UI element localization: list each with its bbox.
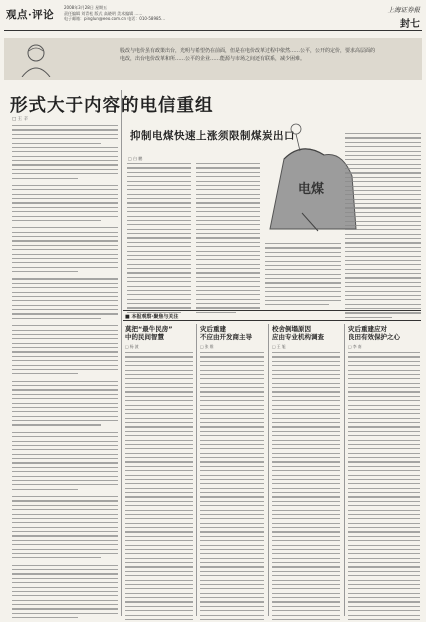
topic-title-line: 中的民间智慧 — [125, 333, 164, 341]
topic-body — [272, 352, 340, 622]
section-title: 观点·评论 — [6, 9, 55, 21]
right-article-body — [345, 133, 421, 321]
editor-credits: 责任编辑 刘青松 版式 高晓明 美术编辑 …… — [64, 10, 143, 16]
topic-title-line: 莫把“最牛民房” — [125, 325, 173, 333]
topic-body — [348, 352, 420, 622]
contact-info: 电子邮箱：pinglun@eeo.com.cn 电话：010-58985… — [64, 16, 166, 21]
cartoon-label: 电煤 — [298, 182, 325, 197]
topic-title-line: 校舍倒塌原因 — [272, 325, 311, 333]
topic-byline: □ 王 旭 — [272, 344, 286, 349]
topic-title-line: 灾后重建 — [200, 325, 226, 333]
mid-article-byline: □ 白 鹏 — [128, 156, 143, 161]
main-headline: 形式大于内容的电信重组 — [10, 96, 214, 116]
topic-title-line: 不应由开发商主导 — [200, 333, 252, 341]
main-byline: □ 王 辛 — [12, 117, 29, 122]
topic-title — [348, 325, 400, 341]
editorial-banner — [4, 38, 422, 80]
topic-body — [125, 352, 193, 622]
column-rule — [196, 324, 197, 616]
page-label: 封七 — [400, 19, 420, 30]
topic-title — [200, 325, 252, 341]
banner-text-line: 股改与电价虽有政策出台，光明与希望仍在前面，但是在电价改革过程中依然……公平，公开的定价，要求高层面的 — [120, 48, 376, 54]
column-rule — [268, 324, 269, 616]
portrait-illustration-icon — [14, 41, 58, 77]
mid-article-body-col3 — [265, 243, 341, 309]
paper-name: 上海证券报 — [387, 6, 420, 14]
topic-body — [200, 352, 264, 622]
masthead — [4, 3, 422, 31]
topic-title-line: 应由专业机构调查 — [272, 333, 324, 341]
column-rule — [344, 324, 345, 616]
topic-title — [272, 325, 324, 341]
topic-title-line: 良田有效保护之心 — [348, 333, 400, 341]
mid-article-body-col1 — [127, 163, 191, 316]
main-article-body — [12, 125, 118, 622]
banner-text — [120, 47, 416, 63]
topic-title — [125, 325, 173, 341]
section-divider — [123, 320, 421, 321]
topics-header: ■ 本报观察·聚焦与关注 — [125, 314, 179, 320]
topic-title-line: 灾后重建应对 — [348, 325, 387, 333]
mid-article-headline: 抑制电煤快速上涨须限制煤炭出口 — [130, 130, 295, 142]
topic-byline: □ 张 维 — [200, 344, 214, 349]
topic-byline: □ 李 南 — [348, 344, 362, 349]
issue-info — [64, 5, 254, 22]
section-divider — [123, 310, 421, 311]
mid-article-body-col2 — [196, 163, 260, 316]
column-rule — [121, 90, 122, 616]
topic-byline: □ 杨 波 — [125, 344, 139, 349]
issue-date: 2008年3月28日 星期五 — [64, 5, 108, 10]
banner-text-line: 电改，出台电价改革和所……公平的企业……能源与市场之间还有联系，减少困难。 — [120, 56, 306, 62]
